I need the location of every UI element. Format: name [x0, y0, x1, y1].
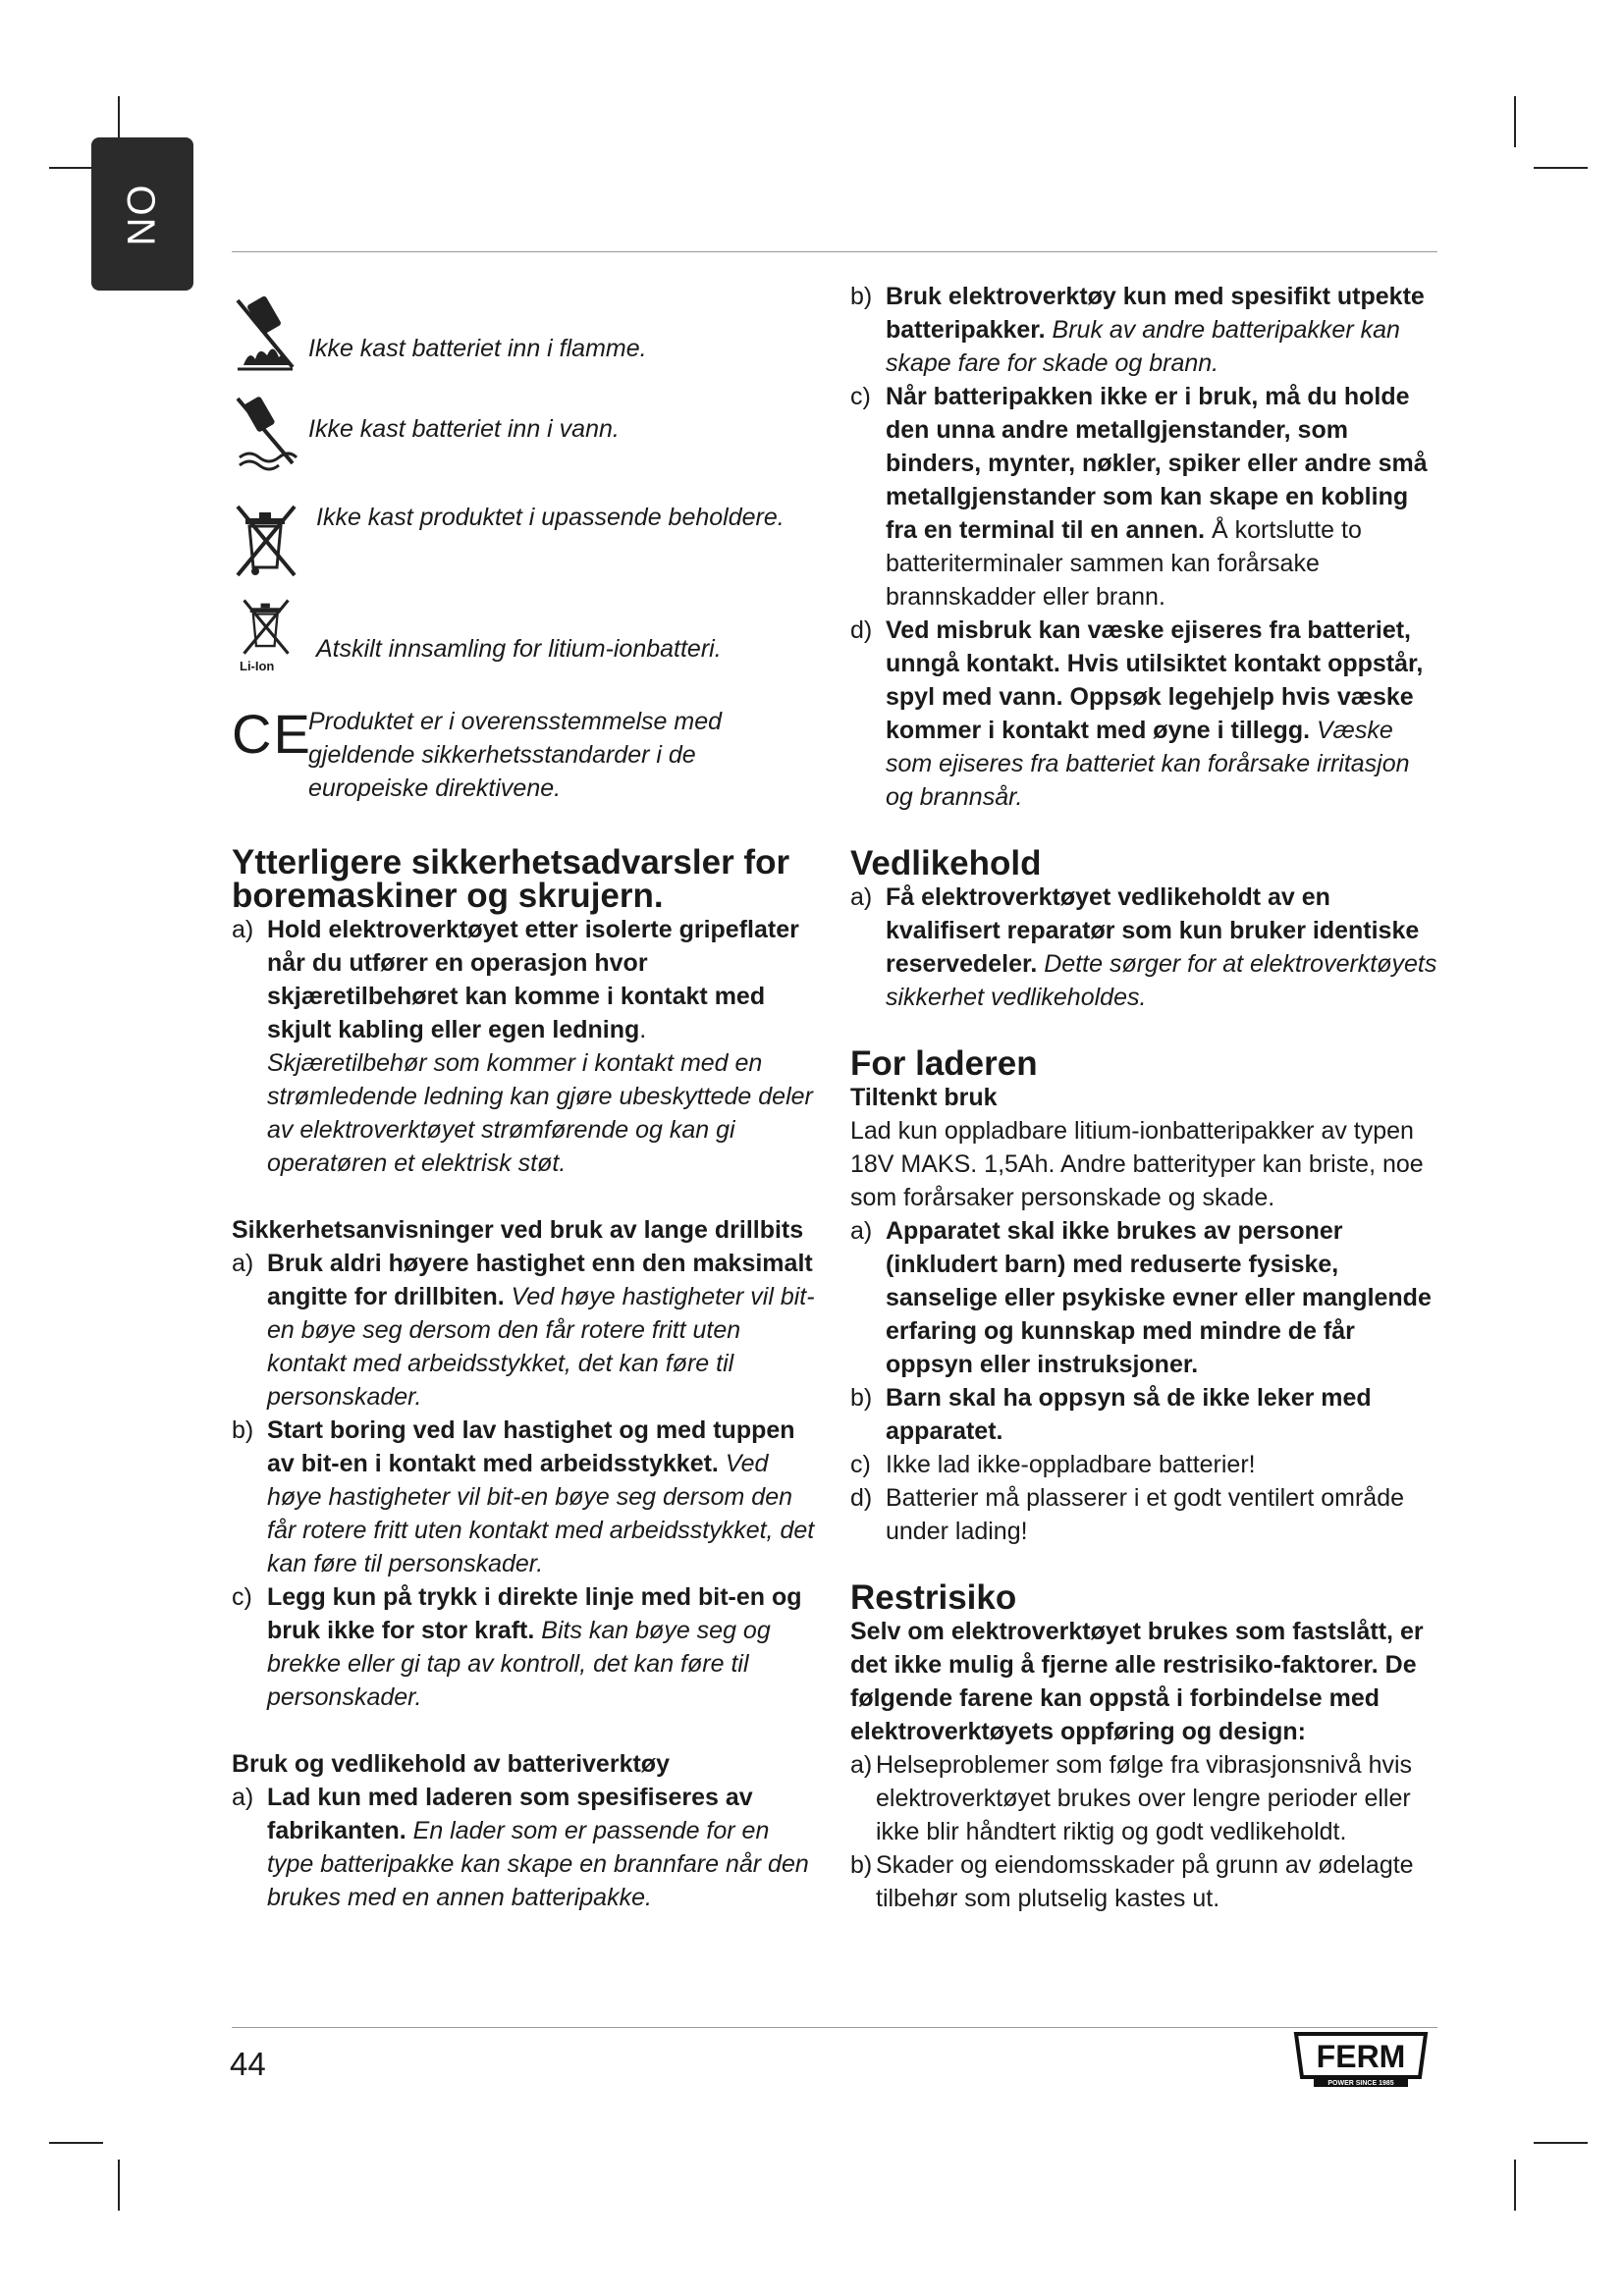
- symbol-text: Produktet er i overensstemmelse med gjeldende sikkerhetsstandarder i de europeiske direktivene.: [308, 708, 723, 802]
- page-number: 44: [230, 2046, 266, 2082]
- list-marker: a): [850, 1751, 873, 1779]
- list-item: [850, 1848, 1443, 1915]
- list-item: [850, 1381, 1443, 1448]
- list-item: [850, 1448, 1443, 1481]
- item-bold: Lad kun med laderen som spesifiseres av fabrikanten.: [267, 1784, 753, 1844]
- language-tab-label: NO: [120, 183, 164, 245]
- crossed-bin-icon: [232, 501, 308, 581]
- crossed-bin-li-ion-icon: [232, 599, 308, 679]
- section-heading: Restrisiko: [850, 1578, 1017, 1617]
- item-italic: Ved høye hastigheter vil bit-en bøye seg dersom den får rotere fritt uten kontakt med arbeidsstykket, det kan føre til personskader.: [267, 1283, 815, 1411]
- list-marker: b): [850, 283, 873, 310]
- battery-tools-section: [232, 1747, 821, 1914]
- list-item: [850, 1748, 1443, 1848]
- charger-section: [850, 1044, 1443, 1548]
- logo-tagline: POWER SINCE 1985: [1327, 2080, 1394, 2087]
- ferm-logo: [1292, 2032, 1430, 2089]
- item-italic: Skjæretilbehør som kommer i kontakt med en strømledende ledning kan gjøre ubeskyttede deler av elektroverktøyet strømførende og kan gi operatøren et elektrisk støt.: [267, 1049, 813, 1177]
- item-plain: Helseproblemer som følge fra vibrasjonsnivå hvis elektroverktøyet brukes over lengre perioder eller ikke blir håndtert riktig og godt vedlikeholdt.: [876, 1751, 1413, 1845]
- list-item: [850, 280, 1443, 380]
- list-marker: b): [850, 1851, 873, 1879]
- long-bits-section: [232, 1213, 821, 1714]
- crop-mark: [1514, 96, 1516, 147]
- logo-brand: FERM: [1316, 2039, 1406, 2074]
- maintenance-section: [850, 844, 1443, 1014]
- list-item: [232, 1414, 821, 1580]
- section-heading: Vedlikehold: [850, 844, 1042, 882]
- item-italic: En lader som er passende for en type batteripakke kan skape en brannfare når den brukes med en annen batteripakke.: [267, 1817, 809, 1911]
- left-column: [232, 280, 821, 1914]
- li-ion-label: Li-Ion: [240, 659, 275, 673]
- crop-mark: [49, 2142, 103, 2144]
- list-marker: a): [232, 1784, 254, 1811]
- residual-intro: Selv om elektroverktøyet brukes som fastslått, er det ikke mulig å fjerne alle restrisiko-faktorer. De følgende farene kan oppstå i forbindelse med elektroverktøyets oppføring og design:: [850, 1618, 1424, 1745]
- right-column: [850, 280, 1443, 1915]
- list-marker: a): [232, 916, 254, 943]
- symbol-row: [232, 393, 821, 501]
- item-bold: Når batteripakken ikke er i bruk, må du holde den unna andre metallgjenstander, som binders, mynter, nøkler, spiker eller andre små metallgjenstander som kan skape en kobling fra en terminal til en annen.: [886, 383, 1428, 544]
- item-italic: Væske som ejiseres fra batteriet kan forårsake irritasjon og brannsår.: [886, 717, 1410, 811]
- item-bold: Start boring ved lav hastighet og med tuppen av bit-en i kontakt med arbeidsstykket.: [267, 1416, 795, 1477]
- item-plain: Batterier må plasserer i et godt ventilert område under lading!: [886, 1484, 1405, 1545]
- crop-mark: [1514, 2160, 1516, 2211]
- list-marker: c): [850, 1451, 871, 1478]
- no-water-battery-icon: [232, 393, 308, 473]
- symbol-row: [232, 599, 821, 705]
- list-item: [850, 1481, 1443, 1548]
- language-tab: [91, 137, 193, 291]
- list-marker: a): [850, 883, 873, 911]
- section-subheading: Tiltenkt bruk: [850, 1084, 998, 1111]
- item-plain: .: [639, 1016, 647, 1043]
- ce-mark-label: CE: [232, 703, 312, 765]
- residual-risk-section: [850, 1578, 1443, 1915]
- section-heading: Bruk og vedlikehold av batteriverktøy: [232, 1750, 670, 1778]
- list-marker: d): [850, 1484, 873, 1512]
- footer-rule: [232, 2027, 1437, 2028]
- drill-safety-section: [232, 843, 821, 1180]
- list-marker: a): [850, 1217, 873, 1245]
- list-item: [850, 1214, 1443, 1381]
- section-heading: For laderen: [850, 1044, 1038, 1083]
- list-marker: d): [850, 616, 873, 644]
- symbol-text: Ikke kast batteriet inn i flamme.: [308, 335, 647, 362]
- item-bold: Legg kun på trykk i direkte linje med bit-en og bruk ikke for stor kraft.: [267, 1583, 802, 1644]
- symbol-row: [232, 501, 821, 599]
- list-item: [232, 1781, 821, 1914]
- list-item: [850, 881, 1443, 1014]
- charger-intro: Lad kun oppladbare litium-ionbatteripakker av typen 18V MAKS. 1,5Ah. Andre batterityper kan briste, noe som forårsaker personskade og skade.: [850, 1117, 1424, 1211]
- section-heading: Ytterligere sikkerhetsadvarsler for boremaskiner og skrujern.: [232, 843, 790, 915]
- item-bold: Få elektroverktøyet vedlikeholdt av en kvalifisert reparatør som kun bruker identiske reservedeler.: [886, 883, 1420, 978]
- item-plain: Ikke lad ikke-oppladbare batterier!: [886, 1451, 1256, 1478]
- list-marker: c): [850, 383, 871, 410]
- ce-mark-icon: [232, 703, 312, 785]
- item-italic: Bruk av andre batteripakker kan skape fare for skade og brann.: [886, 316, 1400, 377]
- list-marker: a): [232, 1250, 254, 1277]
- crop-mark: [118, 2160, 120, 2211]
- symbol-row: [232, 705, 821, 813]
- list-marker: b): [850, 1384, 873, 1412]
- item-plain: Å kortslutte to batteriterminaler sammen kan forårsake brannskadder eller brann.: [886, 516, 1362, 611]
- list-item: [850, 614, 1443, 814]
- list-item: [232, 1580, 821, 1714]
- crop-mark: [1534, 167, 1588, 169]
- item-italic: Dette sørger for at elektroverktøyets sikkerhet vedlikeholdes.: [886, 950, 1437, 1011]
- header-rule: [232, 251, 1437, 252]
- symbol-text: Atskilt innsamling for litium-ionbatteri.: [316, 635, 722, 663]
- item-bold: Bruk aldri høyere hastighet enn den maksimalt angitte for drillbiten.: [267, 1250, 813, 1310]
- symbol-text: Ikke kast batteriet inn i vann.: [308, 415, 620, 443]
- item-bold: Ved misbruk kan væske ejiseres fra batteriet, unngå kontakt. Hvis utilsiktet kontakt oppstår, spyl med vann. Oppsøk legehjelp hvis væske kommer i kontakt med øyne i tillegg.: [886, 616, 1424, 744]
- symbol-text-value: Ikke kast produktet i upassende beholdere.: [316, 504, 785, 531]
- item-bold: Apparatet skal ikke brukes av personer (inkludert barn) med reduserte fysiske, sanselige eller psykiske evner eller manglende erfaring og kunnskap med mindre de får oppsyn eller instruksjoner.: [886, 1217, 1432, 1378]
- section-heading: Sikkerhetsanvisninger ved bruk av lange drillbits: [232, 1216, 804, 1244]
- symbol-row: [232, 294, 821, 393]
- list-item: [232, 913, 821, 1180]
- list-item: [850, 380, 1443, 614]
- no-fire-battery-icon: [232, 294, 308, 375]
- list-marker: b): [232, 1416, 254, 1444]
- item-bold: Barn skal ha oppsyn så de ikke leker med apparatet.: [886, 1384, 1372, 1445]
- symbol-text: [308, 501, 785, 534]
- item-bold: Bruk elektroverktøy kun med spesifikt utpekte batteripakker.: [886, 283, 1425, 344]
- list-item: [232, 1247, 821, 1414]
- item-bold: Hold elektroverktøyet etter isolerte gripeflater når du utfører en operasjon hvor skjæretilbehøret kan komme i kontakt med skjult kabling eller egen ledning: [267, 916, 799, 1043]
- item-italic: Ved høye hastigheter vil bit-en bøye seg dersom den får rotere fritt uten kontakt med arbeidsstykket, det kan føre til personskader.: [267, 1450, 815, 1577]
- item-plain: Skader og eiendomsskader på grunn av ødelagte tilbehør som plutselig kastes ut.: [876, 1851, 1414, 1912]
- item-italic: Bits kan bøye seg og brekke eller gi tap av kontroll, det kan føre til personskader.: [267, 1617, 771, 1711]
- list-marker: c): [232, 1583, 252, 1611]
- crop-mark: [1534, 2142, 1588, 2144]
